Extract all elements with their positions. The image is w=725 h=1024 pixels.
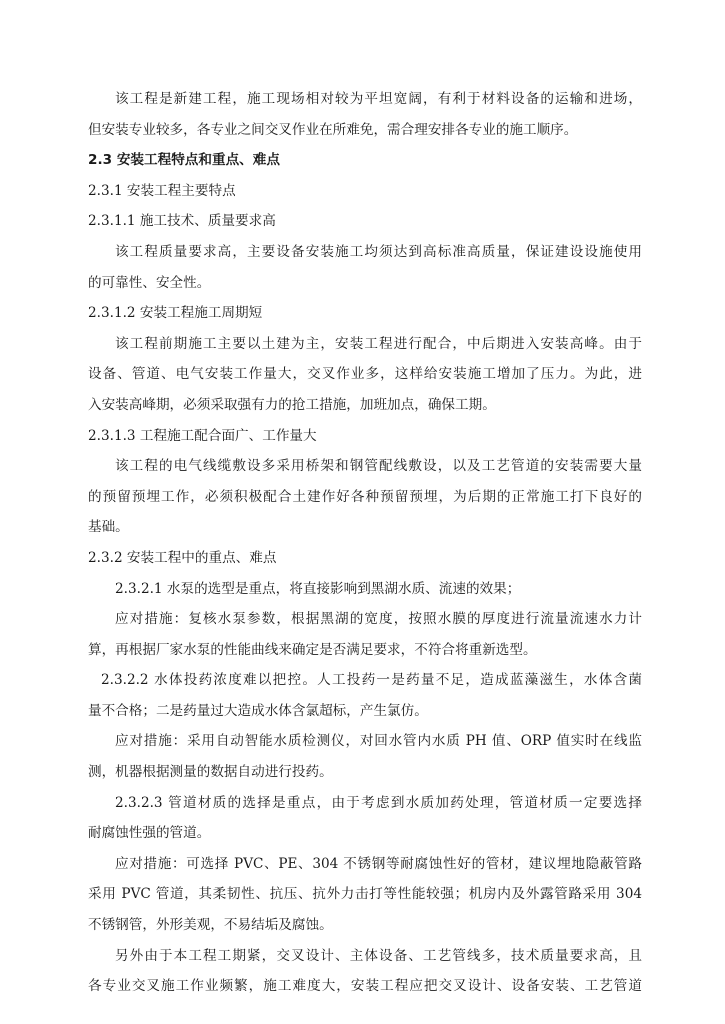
paragraph-line: 该工程质量要求高，主要设备安装施工均须达到高标准高质量，保证建设设施使用 [115, 243, 642, 260]
paragraph-line: 该工程是新建工程，施工现场相对较为平坦宽阔，有利于材料设备的运输和进场， [115, 91, 642, 107]
paragraph-line: 但安装专业较多，各专业之间交叉作业在所难免，需合理安排各专业的施工顺序。 [88, 121, 578, 138]
paragraph-line: 应对措施：采用自动智能水质检测仪，对回水管内水质 PH 值、ORP 值实时在线监 [115, 733, 642, 750]
paragraph-line: 采用 PVC 管道，其柔韧性、抗压、抗外力击打等性能较强；机房内及外露管路采用 304 [88, 886, 642, 903]
subsubsection-heading: 2.3.1.2 安装工程施工周期短 [88, 305, 263, 322]
paragraph-line: 2.3.2.1 水泵的选型是重点，将直接影响到黑湖水质、流速的效果； [115, 580, 521, 597]
paragraph-line: 应对措施：可选择 PVC、PE、304 不锈钢等耐腐蚀性好的管材，建议埋地隐蔽管路 [115, 855, 642, 872]
paragraph-line: 该工程前期施工主要以土建为主，安装工程进行配合，中后期进入安装高峰。由于 [115, 335, 642, 352]
subsection-heading: 2.3.1 安装工程主要特点 [88, 182, 236, 199]
paragraph-line: 的预留预埋工作，必须积极配合土建作好各种预留预埋，为后期的正常施工打下良好的 [88, 488, 642, 505]
paragraph-line: 设备、管道、电气安装工作量大，交叉作业多，这样给安装施工增加了压力。为此，进 [88, 366, 642, 383]
paragraph-line: 各专业交叉施工作业频繁，施工难度大，安装工程应把交叉设计、设备安装、工艺管道 [88, 978, 642, 995]
paragraph-line: 耐腐蚀性强的管道。 [88, 825, 211, 842]
paragraph-line: 2.3.2.2 水体投药浓度难以把控。人工投药一是药量不足，造成蓝藻滋生，水体含菌 [101, 672, 642, 689]
paragraph-line: 算，再根据厂家水泵的性能曲线来确定是否满足要求，不符合将重新选型。 [88, 641, 537, 658]
section-heading: 2.3 安装工程特点和重点、难点 [88, 152, 280, 169]
paragraph-line: 入安装高峰期，必须采取强有力的抢工措施，加班加点，确保工期。 [88, 396, 496, 413]
paragraph-line: 的可靠性、安全性。 [88, 274, 211, 291]
paragraph-line: 2.3.2.3 管道材质的选择是重点，由于考虑到水质加药处理，管道材质一定要选择 [115, 794, 642, 811]
document-page [88, 84, 642, 1002]
subsubsection-heading: 2.3.1.3 工程施工配合面广、工作量大 [88, 427, 317, 444]
subsection-heading: 2.3.2 安装工程中的重点、难点 [88, 549, 277, 566]
paragraph-line: 另外由于本工程工期紧，交叉设计、主体设备、工艺管线多，技术质量要求高，且 [115, 947, 642, 964]
paragraph-line: 测，机器根据测量的数据自动进行投药。 [88, 764, 333, 781]
paragraph-line: 基础。 [88, 519, 129, 536]
subsubsection-heading: 2.3.1.1 施工技术、质量要求高 [88, 213, 276, 230]
paragraph-line: 该工程的电气线缆敷设多采用桥架和钢管配线敷设，以及工艺管道的安装需要大量 [115, 458, 642, 475]
paragraph-line: 应对措施：复核水泵参数，根据黑湖的宽度，按照水膜的厚度进行流量流速水力计 [115, 611, 642, 628]
paragraph-line: 不锈钢管，外形美观，不易结垢及腐蚀。 [88, 917, 333, 934]
paragraph-line: 量不合格；二是药量过大造成水体含氯超标，产生氯仿。 [88, 702, 428, 719]
